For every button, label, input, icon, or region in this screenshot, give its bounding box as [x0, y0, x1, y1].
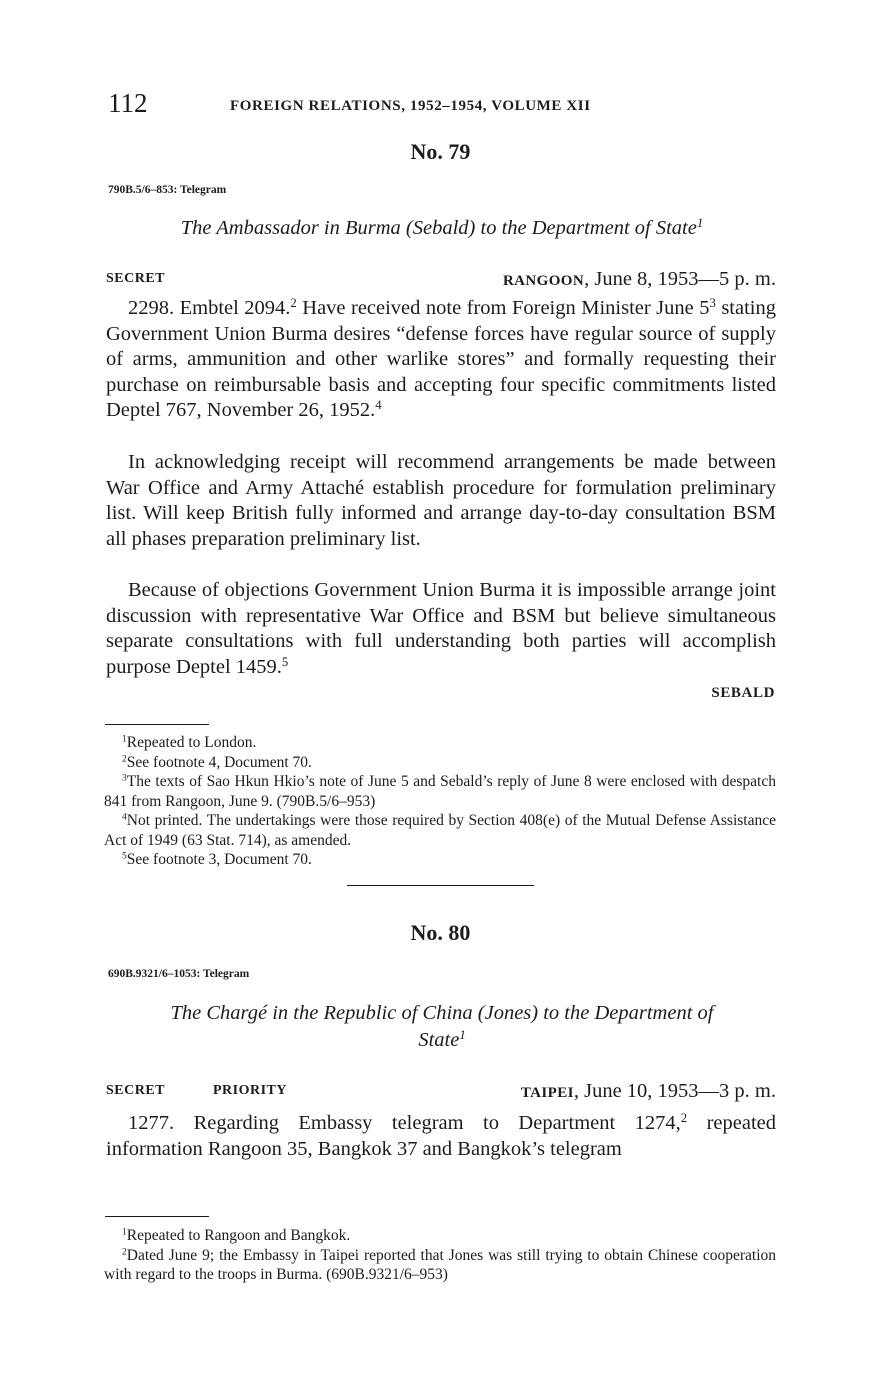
document-79-title: [108, 215, 776, 242]
footnote-number: 5: [122, 850, 127, 862]
page-number: 112: [108, 88, 148, 118]
footnote-marker: 3: [709, 296, 716, 311]
footnote-number: 2: [122, 1246, 127, 1258]
document-80-file-reference: 690B.9321/6–1053: Telegram: [108, 968, 250, 980]
document-79-paragraph-1: [106, 296, 776, 424]
footnote-rule: [105, 724, 209, 725]
document-80-place-date: [521, 1080, 776, 1103]
running-head: FOREIGN RELATIONS, 1952–1954, VOLUME XII: [230, 98, 591, 114]
document-79-footnotes: [104, 733, 776, 870]
footnote-text: See footnote 3, Document 70.: [126, 851, 312, 868]
footnote-text: Not printed. The undertakings were those required by Section 408(e) of the Mutual Defense Assistance Act of 1949 (63 Stat. 714), as amended.: [104, 812, 776, 849]
document-80-footnotes: [104, 1226, 776, 1285]
footnote-text: Repeated to London.: [126, 734, 257, 751]
document-79-file-reference: 790B.5/6–853: Telegram: [108, 184, 227, 196]
document-80-paragraph-1: [106, 1111, 776, 1162]
footnote-marker: 5: [281, 654, 289, 669]
document-80-place: TAIPEI: [520, 1085, 574, 1101]
document-79-paragraph-2: [106, 450, 776, 552]
document-80-title-line-2: State: [418, 1029, 460, 1051]
footnote: [104, 811, 776, 850]
document-separator-rule: [347, 885, 534, 886]
paragraph-text: Have received note from Foreign Minister June 5: [296, 297, 710, 319]
document-79-place: RANGOON: [502, 273, 585, 289]
document-80-date: , June 10, 1953—3 p. m.: [573, 1080, 776, 1102]
footnote-number: 2: [122, 753, 127, 765]
document-80-title-line-1: The Chargé in the Republic of China (Jones) to the Department of: [170, 1002, 714, 1024]
footnote-number: 4: [122, 811, 127, 823]
footnote: [104, 753, 776, 773]
footnote-text: The texts of Sao Hkun Hkio’s note of June 5 and Sebald’s reply of June 8 were enclosed with despatch 841 from Rangoon, June 9. (790B.5/6–953): [104, 773, 776, 810]
footnote: [104, 772, 776, 811]
document-80-priority: PRIORITY: [213, 1083, 288, 1098]
document-79-title-text: The Ambassador in Burma (Sebald) to the Department of State: [180, 217, 697, 239]
footnote: [104, 1246, 776, 1285]
footnote-number: 1: [122, 733, 127, 745]
document-79-title-note: 1: [696, 216, 704, 231]
document-79-date: , June 8, 1953—5 p. m.: [584, 268, 776, 290]
footnote-marker: 2: [680, 1111, 688, 1126]
document-79-place-date: [503, 268, 776, 291]
footnote-marker: 2: [290, 296, 297, 311]
paragraph-text: 2298. Embtel 2094.: [128, 297, 291, 319]
footnote: [104, 733, 776, 753]
document-79-signature: SEBALD: [711, 685, 775, 701]
paragraph-text: Because of objections Government Union Burma it is impossible arrange joint discussion with representative War Office and BSM but believe simultaneous separate consultations with full understanding both parties will accomplish purpose Deptel 1459.: [106, 579, 776, 678]
footnote-text: Dated June 9; the Embassy in Taipei reported that Jones was still trying to obtain Chinese cooperation with regard to the troops in Burma. (690B.9321/6–953): [104, 1246, 776, 1283]
document-79-classification: SECRET: [106, 271, 166, 286]
paragraph-text: In acknowledging receipt will recommend arrangements be made between War Office and Army Attaché establish procedure for formulation preliminary list. Will keep British fully informed and arrange day-to-day consultation BSM all phases preparation preliminary list.: [106, 451, 776, 550]
paragraph-text: stating Government Union Burma desires “defense forces have regular source of supply of arms, ammunition and other warlike stores” and formally requesting their purchase on reimbursable basis and accepting four specific commitments listed Deptel 767, November 26, 1952.: [106, 297, 776, 421]
footnote-text: Repeated to Rangoon and Bangkok.: [126, 1227, 351, 1244]
paragraph-text: repeated information Rangoon 35, Bangkok 37 and Bangkok’s telegram: [106, 1112, 776, 1160]
footnote: [104, 850, 776, 870]
document-79-dateline: [106, 268, 776, 294]
footnote-marker: 4: [375, 398, 382, 413]
footnote-number: 3: [122, 772, 127, 784]
document-79-number: No. 79: [410, 139, 471, 164]
footnote-rule-2: [105, 1216, 209, 1217]
footnote-number: 1: [122, 1226, 127, 1238]
document-80-number: No. 80: [410, 920, 471, 945]
document-79-paragraph-3: [106, 578, 776, 680]
document-80-title: [108, 1000, 776, 1054]
document-80-dateline: [106, 1080, 776, 1106]
document-80-classification: SECRET: [106, 1083, 166, 1098]
paragraph-text: 1277. Regarding Embassy telegram to Department 1274,: [128, 1112, 681, 1134]
document-80-title-note: 1: [459, 1028, 466, 1043]
footnote: [104, 1226, 776, 1246]
footnote-text: See footnote 4, Document 70.: [126, 753, 312, 771]
